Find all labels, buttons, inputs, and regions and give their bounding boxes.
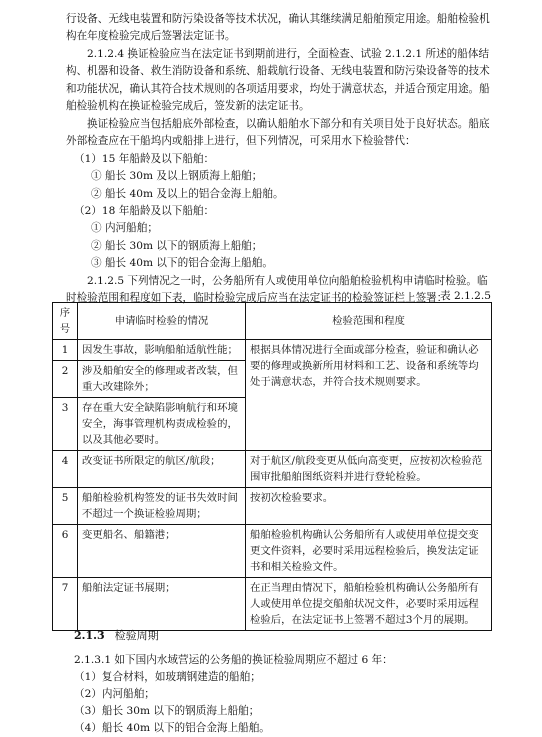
row-number: 6 [53,525,78,578]
row-condition: 涉及船舶安全的修理或者改装，但重大改建除外； [78,361,246,398]
header-scope: 检验范围和程度 [246,303,492,340]
table-header-row [53,303,492,340]
table-row [53,451,492,488]
list-item: （1）复合材料，如玻璃钢建造的船舶； [74,671,261,683]
paragraph-annual-survey-end: 行设备、无线电装置和防污染设备等技术状况，确认其继续满足船舶预定用途。船舶检验机构在年度检验完成后签署法定证书。 [66,13,490,43]
list-item: ① 船长 30m 及以上钢质海上船舶； [91,170,263,182]
row-scope: 按初次检验要求。 [246,488,492,525]
list-item: （4）船长 40m 以下的铝合金海上船舶。 [74,722,270,734]
header-serial-no: 序号 [53,303,78,340]
row-number: 2 [53,361,78,398]
row-number: 7 [53,578,78,631]
table-row [53,488,492,525]
table-row [53,578,492,631]
paragraph-bottom-exam: 换证检验应当包括船底外部检查，以确认船舶水下部分和有关项目处于良好状态。船底外部检查应在干船坞内或船排上进行，但下列情况，可采用水下检验替代： [66,118,490,148]
table-row [53,340,492,361]
table-row [53,525,492,578]
section-number: 2.1.3 [74,629,105,642]
temporary-survey-table [52,302,492,631]
row-condition: 存在重大安全缺陷影响航行和环境安全，海事管理机构责成检验的，以及其他必要时。 [78,398,246,451]
section-heading-2-1-3 [74,628,159,644]
table-caption: 表 2.1.2.5 [440,290,492,302]
list-item: （2）内河船舶； [74,688,155,700]
list-item: （3）船长 30m 以下的钢质海上船舶； [74,705,260,717]
list-item: ② 船长 40m 及以上的铝合金海上船舶。 [91,188,284,200]
row-condition: 改变证书所限定的航区/航段； [78,451,246,488]
list-item: ③ 船长 40m 以下的铝合金海上船舶。 [91,257,273,269]
list-head-18-years: （2）18 年船龄及以下船舶： [74,205,215,217]
row-number: 3 [53,398,78,451]
row-number: 4 [53,451,78,488]
row-scope: 船舶检验机构确认公务船所有人或使用单位提交变更文件资料，必要时采用远程检验后，换发法定证书和相关检验文件。 [246,525,492,578]
section-title: 检验周期 [114,629,159,642]
paragraph-2-1-3-1: 2.1.3.1 如下国内水域营运的公务船的换证检验周期应不超过 6 年： [74,654,393,666]
row-condition: 变更船名、船籍港； [78,525,246,578]
list-item: ② 船长 30m 以下的钢质海上船舶； [91,240,263,252]
row-condition: 因发生事故，影响船舶适航性能； [78,340,246,361]
row-number: 5 [53,488,78,525]
row-scope: 对于航区/航段变更从低向高变更，应按初次检验范围审批船舶图纸资料并进行登轮检验。 [246,451,492,488]
row-condition: 船舶检验机构签发的证书失效时间不超过一个换证检验周期； [78,488,246,525]
list-head-15-years: （1）15 年船龄及以下船舶： [74,153,215,165]
row-scope-merged: 根据具体情况进行全面或部分检查，验证和确认必要的修理或换新所用材料和工艺、设备和系统等均处于满意状态，并符合技术规则要求。 [246,340,492,451]
row-number: 1 [53,340,78,361]
paragraph-2-1-2-4: 2.1.2.4 换证检验应当在法定证书到期前进行，全面检查、试验 2.1.2.1 所述的船体结构、机器和设备、救生消防设备和系统、船载航行设备、无线电装置和防污染设备等的技术和功能状况，确认其符合技术规则的各项适用要求，均处于满意状态，并适合预定用途。船舶检验机构在换证检验完成后，签发新的法定证书。 [66,48,490,113]
header-condition: 申请临时检验的情况 [78,303,246,340]
row-condition: 船舶法定证书展期； [78,578,246,631]
list-item: ① 内河船舶； [91,222,158,234]
row-scope: 在正当理由情况下，船舶检验机构确认公务船所有人或使用单位提交船舶状况文件，必要时采用远程检验后，在法定证书上签署不超过3个月的展期。 [246,578,492,631]
paragraph-2-1-2-5: 2.1.2.5 下列情况之一时，公务船所有人或使用单位向船舶检验机构申请临时检验。临时检验范围和程度如下表，临时检验完成后应当在法定证书的检验签证栏上签署： [66,275,488,305]
